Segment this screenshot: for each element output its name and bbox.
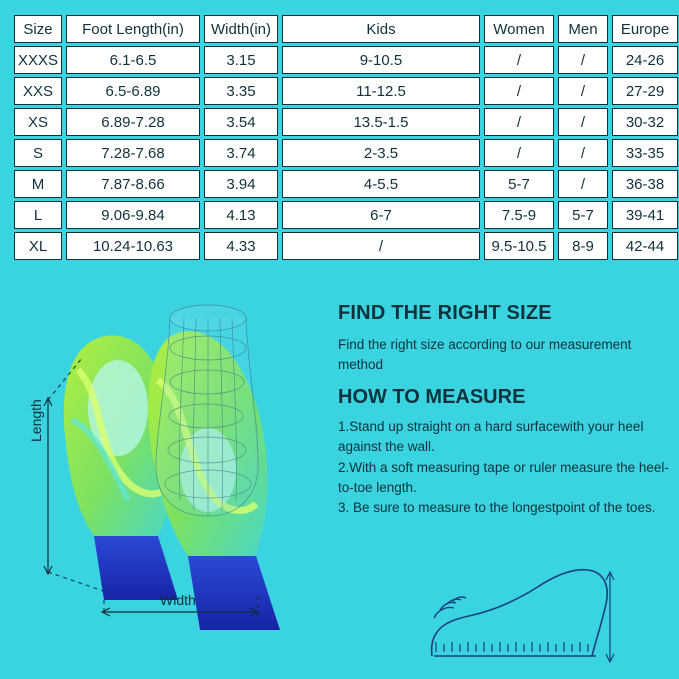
cell-men: / [558, 46, 608, 74]
cell-europe: 36-38 [612, 170, 678, 198]
cell-women: / [484, 46, 554, 74]
cell-europe: 42-44 [612, 232, 678, 260]
foot-measurement-illustration [420, 560, 660, 670]
cell-men: / [558, 139, 608, 167]
cell-kids: 4-5.5 [282, 170, 480, 198]
length-dimension-label: Length [28, 399, 44, 442]
cell-width: 3.74 [204, 139, 278, 167]
wireframe-leg [156, 305, 258, 516]
cell-men: / [558, 108, 608, 136]
cell-foot: 10.24-10.63 [66, 232, 200, 260]
cell-women: / [484, 108, 554, 136]
column-header-width: Width(in) [204, 15, 278, 43]
cell-foot: 6.89-7.28 [66, 108, 200, 136]
cell-europe: 39-41 [612, 201, 678, 229]
how-to-measure-title: HOW TO MEASURE [338, 386, 526, 409]
table-row [14, 77, 678, 105]
column-header-men: Men [558, 15, 608, 43]
cell-foot: 6.1-6.5 [66, 46, 200, 74]
table-row [14, 170, 678, 198]
swim-fins-illustration [8, 300, 328, 670]
cell-width: 3.54 [204, 108, 278, 136]
cell-europe: 30-32 [612, 108, 678, 136]
size-table-container [10, 12, 669, 263]
cell-women: / [484, 77, 554, 105]
cell-width: 3.94 [204, 170, 278, 198]
cell-men: / [558, 77, 608, 105]
foot-icon [420, 560, 660, 670]
width-dimension-label: Width [160, 592, 196, 608]
cell-europe: 27-29 [612, 77, 678, 105]
cell-foot: 6.5-6.89 [66, 77, 200, 105]
cell-women: 7.5-9 [484, 201, 554, 229]
cell-men: 5-7 [558, 201, 608, 229]
table-row [14, 232, 678, 260]
table-header-row [14, 15, 678, 43]
cell-foot: 9.06-9.84 [66, 201, 200, 229]
cell-kids: 6-7 [282, 201, 480, 229]
cell-europe: 24-26 [612, 46, 678, 74]
cell-size: S [14, 139, 62, 167]
cell-kids: 2-3.5 [282, 139, 480, 167]
column-header-women: Women [484, 15, 554, 43]
column-header-europe: Europe [612, 15, 678, 43]
cell-foot: 7.28-7.68 [66, 139, 200, 167]
cell-size: XXXS [14, 46, 62, 74]
cell-size: XS [14, 108, 62, 136]
column-header-foot-length: Foot Length(in) [66, 15, 200, 43]
column-header-size: Size [14, 15, 62, 43]
cell-kids: / [282, 232, 480, 260]
cell-kids: 13.5-1.5 [282, 108, 480, 136]
cell-foot: 7.87-8.66 [66, 170, 200, 198]
size-table [10, 12, 679, 263]
table-row [14, 108, 678, 136]
fins-graphic [8, 300, 328, 670]
cell-width: 3.35 [204, 77, 278, 105]
instructions-panel [338, 302, 670, 518]
find-right-size-body: Find the right size according to our measurement method [338, 337, 632, 372]
cell-width: 3.15 [204, 46, 278, 74]
measure-step-1: 1.Stand up straight on a hard surfacewith your heel against the wall. [338, 419, 644, 455]
cell-width: 4.13 [204, 201, 278, 229]
cell-size: XXS [14, 77, 62, 105]
cell-kids: 11-12.5 [282, 77, 480, 105]
table-row [14, 201, 678, 229]
cell-size: XL [14, 232, 62, 260]
measure-step-3: 3. Be sure to measure to the longestpoint of the toes. [338, 500, 656, 516]
find-right-size-title: FIND THE RIGHT SIZE [338, 302, 552, 324]
cell-men: / [558, 170, 608, 198]
measure-step-2: 2.With a soft measuring tape or ruler measure the heel-to-toe length. [338, 459, 669, 495]
column-header-kids: Kids [282, 15, 480, 43]
cell-size: M [14, 170, 62, 198]
cell-men: 8-9 [558, 232, 608, 260]
table-row [14, 46, 678, 74]
cell-kids: 9-10.5 [282, 46, 480, 74]
cell-size: L [14, 201, 62, 229]
cell-width: 4.33 [204, 232, 278, 260]
cell-women: 9.5-10.5 [484, 232, 554, 260]
cell-women: 5-7 [484, 170, 554, 198]
cell-women: / [484, 139, 554, 167]
cell-europe: 33-35 [612, 139, 678, 167]
table-row [14, 139, 678, 167]
